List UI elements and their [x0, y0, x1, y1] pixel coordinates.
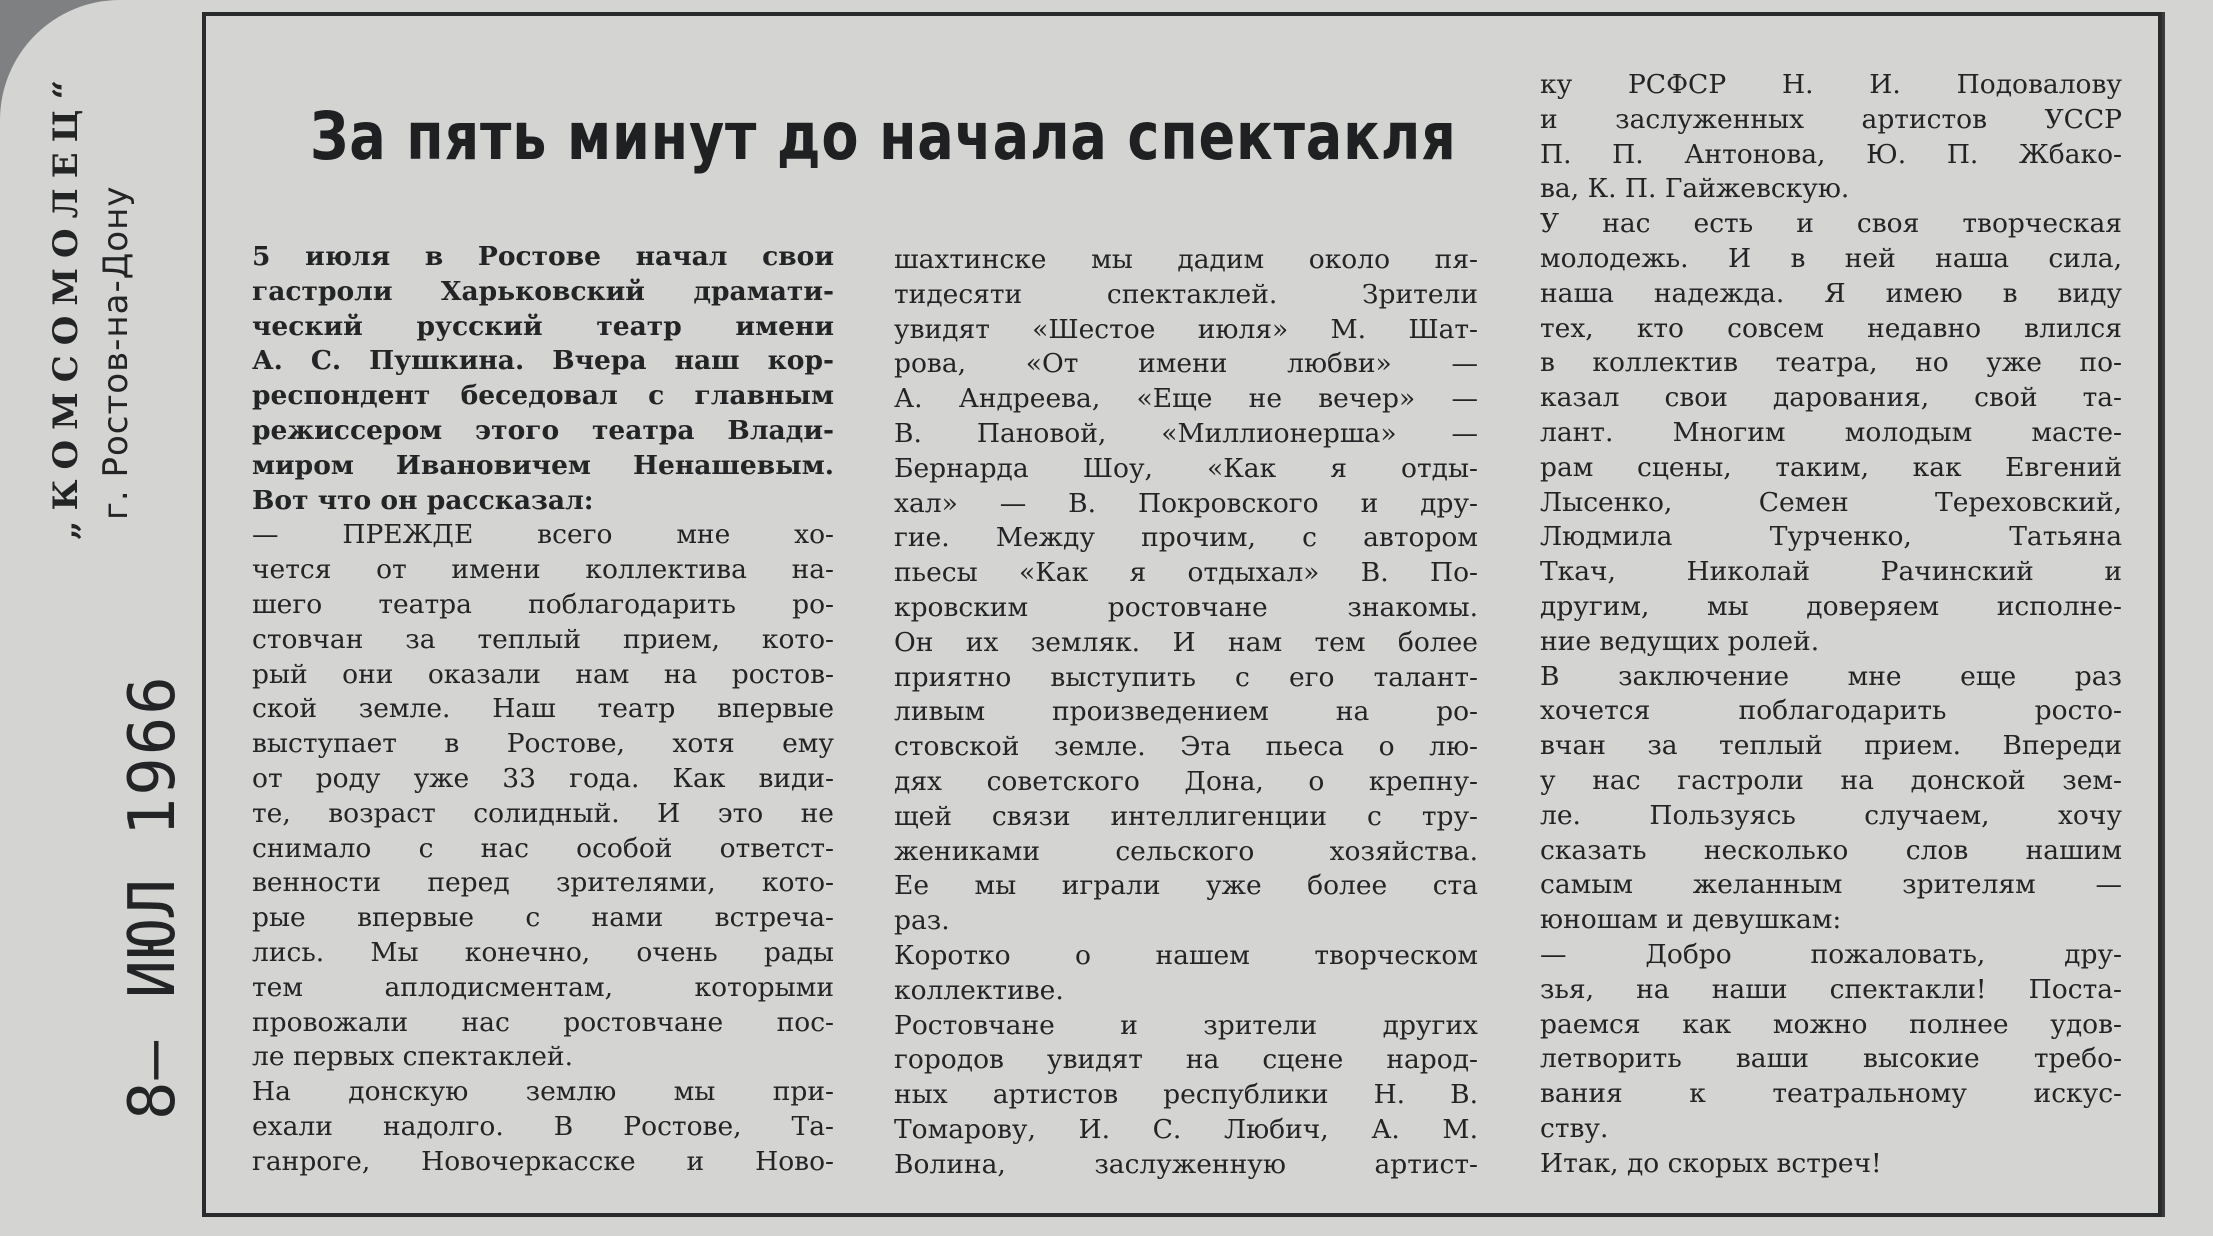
article-line: у нас гастроли на донской зем-: [1540, 764, 2122, 796]
article-line: — Добро пожаловать, дру-: [1540, 938, 2122, 970]
article-line: миром Ивановичем Ненашевым.: [252, 449, 834, 481]
article-column-2: [894, 243, 1478, 1183]
article-line: рова, «От имени любви» —: [894, 348, 1478, 380]
article-line: лант. Многим молодым масте-: [1540, 416, 2122, 448]
article-line: стовской земле. Эта пьеса о лю-: [894, 731, 1478, 763]
article-line: вчан за теплый прием. Впереди: [1540, 730, 2122, 762]
article-line: рый они оказали нам на ростов-: [252, 658, 834, 690]
article-line: рам сцены, таким, как Евгений: [1540, 451, 2122, 483]
article-line: тем аплодисментам, которыми: [252, 971, 834, 1003]
clipping-stamp-strip: [0, 0, 200, 1236]
article-line: Ее мы играли уже более ста: [894, 870, 1478, 902]
article-line: ливым произведением на ро-: [894, 696, 1478, 728]
article-line: Итак, до скорых встреч!: [1540, 1147, 1882, 1179]
article-line: В. Пановой, «Миллионерша» —: [894, 417, 1478, 449]
article-line: гие. Между прочим, с автором: [894, 522, 1478, 554]
article-line: увидят «Шестое июля» М. Шат-: [894, 313, 1478, 345]
article-line: Бернарда Шоу, «Как я отды-: [894, 452, 1478, 484]
newspaper-city: г. Ростов-на-Дону: [96, 185, 136, 520]
article-line: тех, кто совсем недавно влился: [1540, 312, 2122, 344]
newspaper-name: „КОМСОМОЛЕЦ“: [46, 69, 86, 540]
article-line: Волина, заслуженную артист-: [894, 1148, 1478, 1180]
article-line: раз.: [894, 905, 950, 937]
article-line: ству.: [1540, 1112, 1609, 1144]
article-column-1: [252, 240, 834, 1180]
article-line: жениками сельского хозяйства.: [894, 835, 1478, 867]
article-line: — ПРЕЖДЕ всего мне хо-: [252, 519, 834, 551]
article-line: выступает в Ростове, хотя ему: [252, 728, 834, 760]
article-line: снимало с нас особой ответст-: [252, 832, 834, 864]
article-line: казал свои дарования, свой та-: [1540, 382, 2122, 414]
article-line: раемся как можно полнее удов-: [1540, 1008, 2122, 1040]
article-line: молодежь. И в ней наша сила,: [1540, 242, 2122, 274]
article-line: другим, мы доверяем исполне-: [1540, 590, 2122, 622]
article-line: А. Андреева, «Еще не вечер» —: [894, 383, 1478, 415]
article-line: ганроге, Новочеркасске и Ново-: [252, 1145, 834, 1177]
article-line: Людмила Турченко, Татьяна: [1540, 521, 2122, 553]
article-line: 5 июля в Ростове начал свои: [252, 241, 834, 272]
article-line: тидесяти спектаклей. Зрители: [894, 278, 1478, 310]
article-line: П. П. Антонова, Ю. П. Жбако-: [1540, 138, 2122, 170]
article-line: венности перед зрителями, кото-: [252, 867, 834, 899]
article-line: лись. Мы конечно, очень рады: [252, 936, 834, 968]
article-line: щей связи интеллигенции с тру-: [894, 800, 1478, 832]
article-headline: За пять минут до начала спектакля: [310, 98, 1457, 175]
article-line: сказать несколько слов нашим: [1540, 834, 2122, 866]
article-line: респондент беседовал с главным: [252, 380, 834, 412]
article-line: ской земле. Наш театр впервые: [252, 693, 834, 725]
article-line: коллективе.: [894, 974, 1064, 1006]
article-line: ва, К. П. Гайжевскую.: [1540, 173, 1850, 205]
article-line: наша надежда. Я имею в виду: [1540, 277, 2122, 309]
article-line: чется от имени коллектива на-: [252, 554, 834, 586]
article-line: те, возраст солидный. И это не: [252, 797, 834, 829]
article-line: В заключение мне еще раз: [1540, 660, 2122, 692]
article-line: самым желанным зрителям —: [1540, 869, 2122, 901]
article-line: шахтинске мы дадим около пя-: [894, 244, 1478, 275]
article-line: А. С. Пушкина. Вчера наш кор-: [252, 345, 834, 377]
article-line: кровским ростовчане знакомы.: [894, 591, 1478, 623]
article-line: Лысенко, Семен Тереховский,: [1540, 486, 2122, 518]
article-line: стовчан за теплый прием, кото-: [252, 623, 834, 655]
article-line: вания к театральному искус-: [1540, 1078, 2122, 1110]
article-line: в коллектив театра, но уже по-: [1540, 347, 2122, 379]
article-line: ле. Пользуясь случаем, хочу: [1540, 799, 2122, 831]
article-line: ку РСФСР Н. И. Подовалову: [1540, 69, 2122, 100]
article-line: ле первых спектаклей.: [252, 1041, 574, 1073]
article-line: юношам и девушкам:: [1540, 904, 1842, 936]
article-line: Коротко о нашем творческом: [894, 939, 1478, 971]
article-line: дях советского Дона, о крепну-: [894, 765, 1478, 797]
article-line: гастроли Харьковский драмати-: [252, 275, 834, 307]
article-line: Он их земляк. И нам тем более: [894, 626, 1478, 658]
article-line: хал» — В. Покровского и дру-: [894, 487, 1478, 519]
article-line: режиссером этого театра Влади-: [252, 414, 834, 446]
article-line: ехали надолго. В Ростове, Та-: [252, 1110, 834, 1142]
article-line: Вот что он рассказал:: [252, 484, 594, 516]
article-line: и заслуженных артистов УССР: [1540, 103, 2122, 135]
article-line: У нас есть и своя творческая: [1540, 208, 2122, 240]
clipping-date-stamp: 8— ИЮЛ 1966: [116, 674, 190, 1120]
article-line: Ростовчане и зрители других: [894, 1009, 1478, 1041]
article-line: пьесы «Как я отдыхал» В. По-: [894, 557, 1478, 589]
article-line: зья, на наши спектакли! Поста-: [1540, 973, 2122, 1005]
article-line: провожали нас ростовчане пос-: [252, 1006, 834, 1038]
article-line: приятно выступить с его талант-: [894, 661, 1478, 693]
article-line: ных артистов республики Н. В.: [894, 1079, 1478, 1111]
article-line: ческий русский театр имени: [252, 310, 834, 342]
article-line: шего театра поблагодарить ро-: [252, 588, 834, 620]
article-line: Томарову, И. С. Любич, А. М.: [894, 1113, 1478, 1145]
article-line: от роду уже 33 года. Как види-: [252, 762, 834, 794]
article-line: городов увидят на сцене народ-: [894, 1044, 1478, 1076]
article-line: Ткач, Николай Рачинский и: [1540, 556, 2122, 588]
article-line: ние ведущих ролей.: [1540, 625, 1820, 657]
article-line: летворить ваши высокие требо-: [1540, 1043, 2122, 1075]
article-line: рые впервые с нами встреча-: [252, 902, 834, 934]
article-line: хочется поблагодарить росто-: [1540, 695, 2122, 727]
frame-outer-rule: [2162, 12, 2165, 1217]
article-line: На донскую землю мы при-: [252, 1076, 834, 1108]
article-column-3: [1540, 68, 2122, 1182]
